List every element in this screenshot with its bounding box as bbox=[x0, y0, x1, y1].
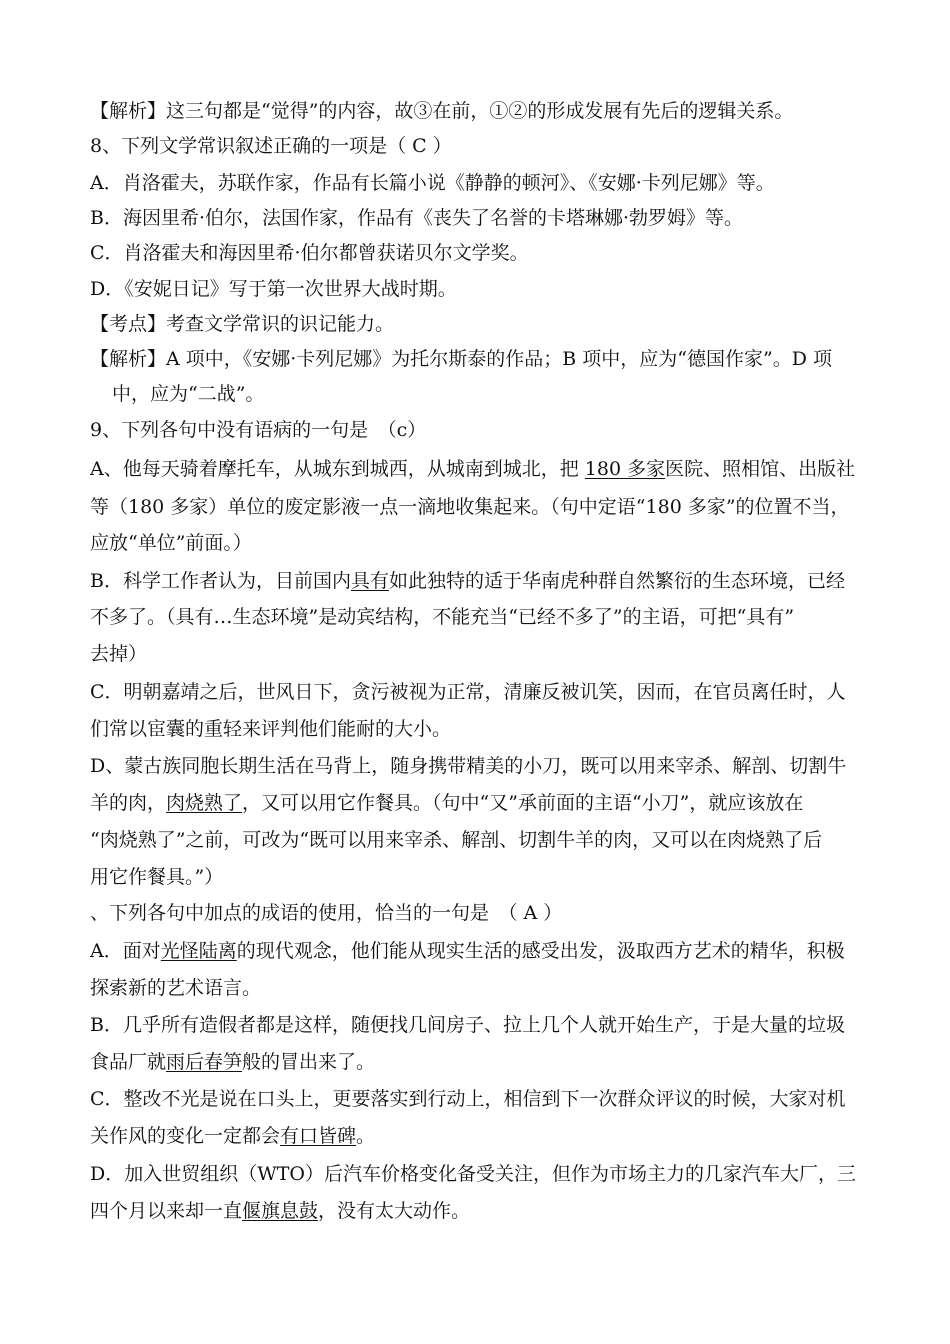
question-8-stem: 8、下列文学常识叙述正确的一项是（ C ） bbox=[90, 135, 452, 157]
option-d-note: 用它作餐具。”） bbox=[90, 866, 224, 888]
question-9-stem: 9、下列各句中没有语病的一句是 （c） bbox=[90, 419, 427, 441]
option-b: 食品厂就雨后春笋般的冒出来了。 bbox=[90, 1051, 376, 1073]
analysis-line: 【解析】这三句都是“觉得”的内容，故③在前，①②的形成发展有先后的逻辑关系。 bbox=[90, 100, 794, 122]
option-d-note: “肉烧熟了”之前，可改为“既可以用来宰杀、解剖、切割牛羊的肉，又可以在肉烧熟了后 bbox=[90, 829, 823, 851]
option-a-note: 等（180 多家）单位的废定影液一点一滴地收集起来。（句中定语“180 多家”的位置不当， bbox=[90, 496, 850, 518]
option-c: C．肖洛霍夫和海因里希·伯尔都曾获诺贝尔文学奖。 bbox=[90, 242, 529, 264]
option-a: A、他每天骑着摩托车，从城东到城西，从城南到城北，把 180 多家医院、照相馆、出版社 bbox=[90, 458, 856, 480]
option-b-note: 去掉） bbox=[90, 643, 148, 665]
option-d: 羊的肉，肉烧熟了，又可以用它作餐具。（句中“又”承前面的主语“小刀”，就应该放在 bbox=[90, 792, 804, 814]
option-b: B．科学工作者认为，目前国内具有如此独特的适于华南虎种群自然繁衍的生态环境，已经 bbox=[90, 570, 845, 592]
option-d: D．加入世贸组织（WTO）后汽车价格变化备受关注，但作为市场主力的几家汽车大厂，三 bbox=[90, 1163, 857, 1185]
option-d: D、蒙古族同胞长期生活在马背上，随身携带精美的小刀，既可以用来宰杀、解剖、切割牛 bbox=[90, 755, 847, 777]
option-b: B．几乎所有造假者都是这样，随便找几间房子、拉上几个人就开始生产，于是大量的垃圾 bbox=[90, 1014, 845, 1036]
option-b-note: 不多了。（具有…生态环境”是动宾结构，不能充当“已经不多了”的主语，可把“具有” bbox=[90, 606, 795, 628]
option-a: A．面对光怪陆离的现代观念，他们能从现实生活的感受出发，汲取西方艺术的精华，积极 bbox=[90, 940, 845, 962]
option-a-note: 应放“单位”前面。） bbox=[90, 532, 252, 554]
option-b: B．海因里希·伯尔，法国作家，作品有《丧失了名誉的卡塔琳娜·勃罗姆》等。 bbox=[90, 207, 744, 229]
option-d: 四个月以来却一直偃旗息鼓，没有太大动作。 bbox=[90, 1200, 471, 1222]
option-c: C．整改不光是说在口头上，更要落实到行动上，相信到下一次群众评议的时候，大家对机 bbox=[90, 1088, 846, 1110]
option-c: C．明朝嘉靖之后，世风日下，贪污被视为正常，清廉反被讥笑，因而，在官员离任时，人 bbox=[90, 681, 846, 703]
option-a: A．肖洛霍夫，苏联作家，作品有长篇小说《静静的顿河》、《安娜·卡列尼娜》等。 bbox=[90, 172, 775, 194]
option-c: 关作风的变化一定都会有口皆碑。 bbox=[90, 1125, 376, 1147]
option-d: D．《安妮日记》写于第一次世界大战时期。 bbox=[90, 278, 457, 300]
option-a: 探索新的艺术语言。 bbox=[90, 977, 262, 999]
analysis-line: 【解析】A 项中，《安娜·卡列尼娜》为托尔斯泰的作品；B 项中，应为“德国作家”。D 项 bbox=[90, 348, 833, 370]
exam-point: 【考点】考查文学常识的识记能力。 bbox=[90, 313, 395, 335]
question-10-stem: 、下列各句中加点的成语的使用，恰当的一句是 （ A ） bbox=[90, 902, 563, 924]
option-c: 们常以宦囊的重轻来评判他们能耐的大小。 bbox=[90, 718, 452, 740]
analysis-line: 中，应为“二战”。 bbox=[112, 383, 265, 405]
